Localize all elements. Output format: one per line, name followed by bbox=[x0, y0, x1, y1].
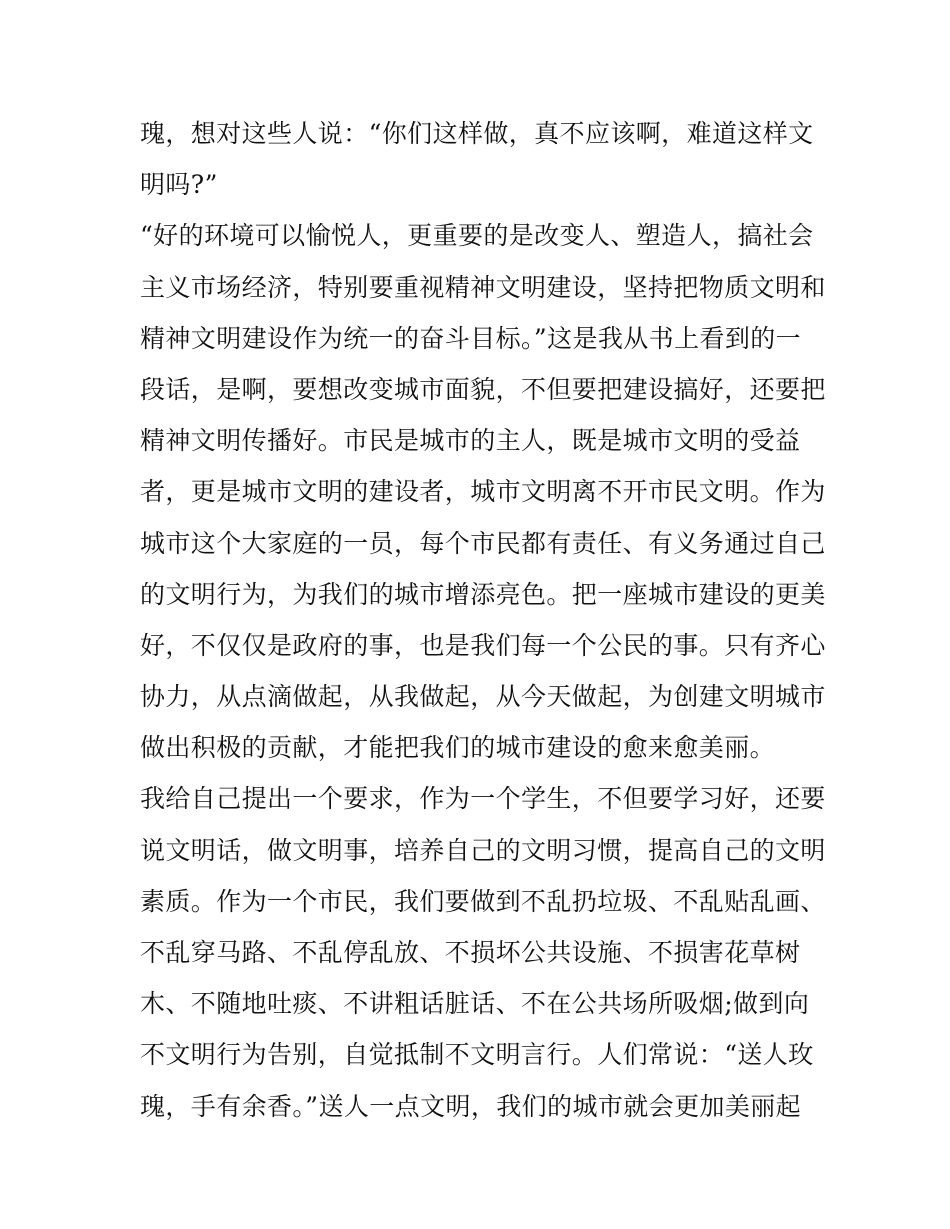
text-line: 瑰，手有余香。”送人一点文明，我们的城市就会更加美丽起 bbox=[140, 1091, 802, 1121]
text-line: 做出积极的贡献，才能把我们的城市建设的愈来愈美丽。 bbox=[140, 733, 776, 763]
text-line: 瑰，想对这些人说：“你们这样做，真不应该啊，难道这样文 bbox=[140, 119, 814, 148]
text-line: 明吗?” bbox=[140, 170, 218, 200]
text-line: 不文明行为告别，自觉抵制不文明言行。人们常说：“送人玫 bbox=[140, 1040, 814, 1070]
text-line: 主义市场经济，特别要重视精神文明建设，坚持把物质文明和 bbox=[140, 272, 826, 302]
text-line: 者，更是城市文明的建设者，城市文明离不开市民文明。作为 bbox=[140, 477, 826, 507]
text-line: 我给自己提出一个要求，作为一个学生，不但要学习好，还要 bbox=[140, 784, 826, 814]
text-line: 精神文明传播好。市民是城市的主人，既是城市文明的受益 bbox=[140, 426, 801, 456]
text-line: 的文明行为，为我们的城市增添亮色。把一座城市建设的更美 bbox=[140, 579, 826, 609]
text-line: 协力，从点滴做起，从我做起，从今天做起，为创建文明城市 bbox=[140, 682, 826, 712]
text-line: “好的环境可以愉悦人，更重要的是改变人、塑造人，搞社会 bbox=[140, 221, 814, 251]
text-line: 城市这个大家庭的一员，每个市民都有责任、有义务通过自己 bbox=[140, 528, 826, 558]
text-line: 精神文明建设作为统一的奋斗目标。”这是我从书上看到的一 bbox=[140, 323, 802, 353]
text-line: 段话，是啊，要想改变城市面貌，不但要把建设搞好，还要把 bbox=[140, 374, 826, 404]
text-line: 木、不随地吐痰、不讲粗话脏话、不在公共场所吸烟;做到向 bbox=[140, 989, 810, 1019]
body-text bbox=[140, 108, 826, 1132]
text-line: 不乱穿马路、不乱停乱放、不损坏公共设施、不损害花草树 bbox=[140, 938, 801, 967]
text-line: 素质。作为一个市民，我们要做到不乱扔垃圾、不乱贴乱画、 bbox=[140, 886, 826, 916]
text-line: 说文明话，做文明事，培养自己的文明习惯，提高自己的文明 bbox=[140, 835, 826, 865]
text-line: 好，不仅仅是政府的事，也是我们每一个公民的事。只有齐心 bbox=[140, 630, 826, 660]
